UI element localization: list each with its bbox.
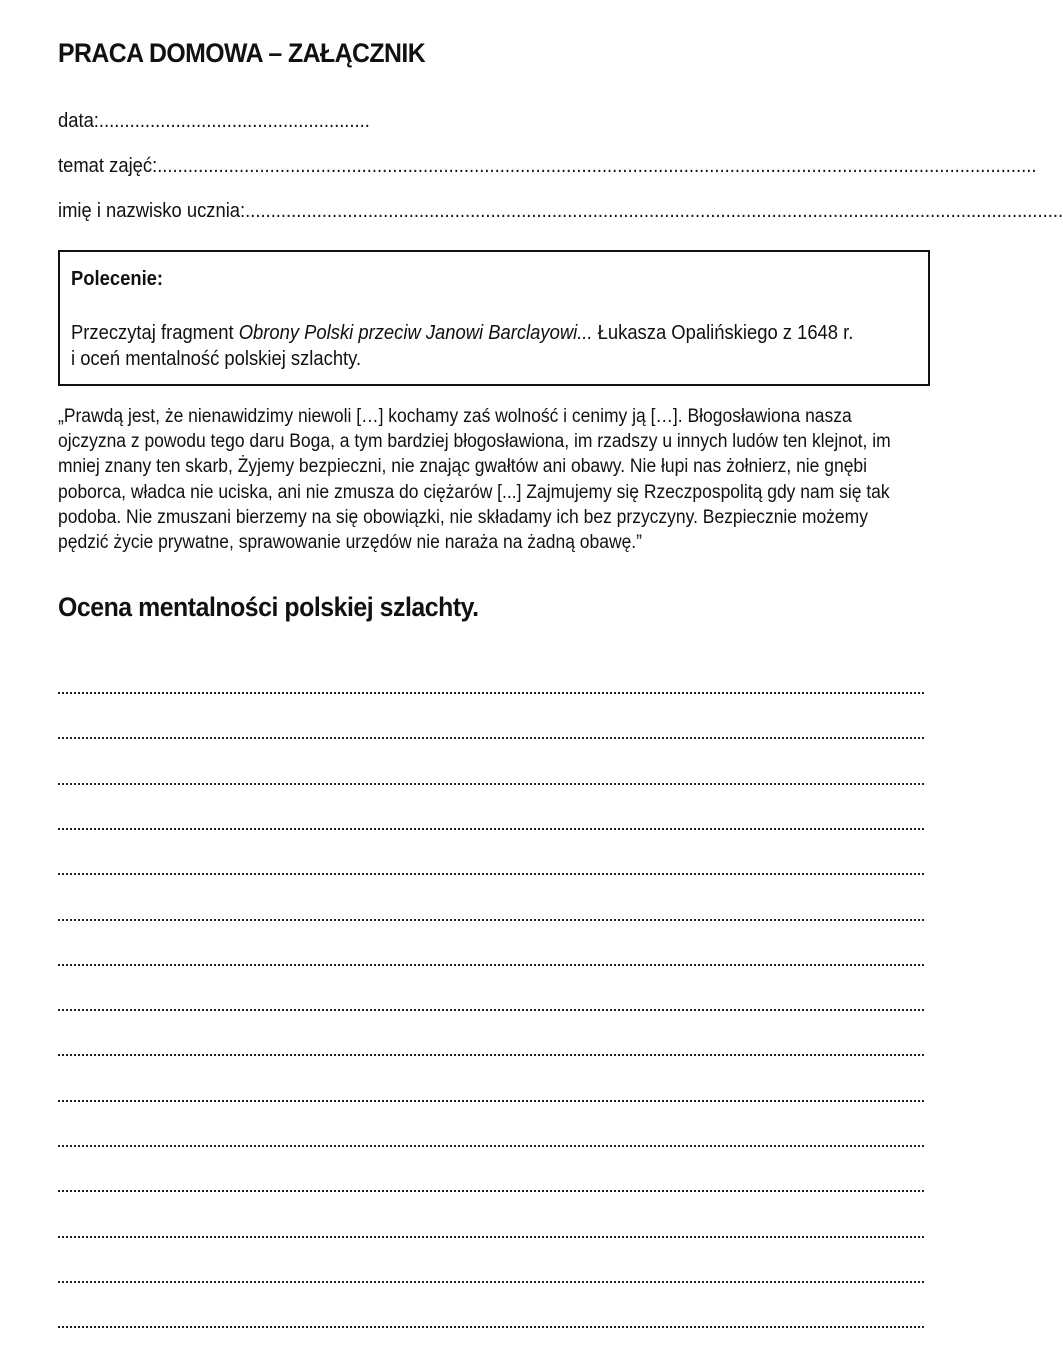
- answer-line[interactable]: [58, 1054, 924, 1056]
- task-box: [58, 250, 930, 386]
- answer-line[interactable]: [58, 692, 924, 694]
- task-label: Polecenie:: [71, 268, 164, 290]
- task-text: [71, 320, 899, 372]
- answer-line[interactable]: [58, 873, 924, 875]
- answer-line[interactable]: [58, 1100, 924, 1102]
- answer-line[interactable]: [58, 1009, 924, 1011]
- source-quote: „Prawdą jest, że nienawidzimy niewoli […] kochamy zaś wolność i cenimy ją […]. Błogosławiona nasza ojczyzna z powodu tego daru Boga, a tym bardziej błogosławiona, im rzadszy u innych ludów ten klejnot, im mniej znany ten skarb, Żyjemy bezpieczni, nie znając gwałtów ani obawy. Nie łupi nas żołnierz, nie gnębi poborca, władca nie uciska, ani nie zmusza do ciężarów [...] Zajmujemy się Rzeczpospolitą gdy nam się tak podoba. Nie zmuszani bierzemy na się obowiązki, nie składamy ich bez przyczyny. Bezpiecznie możemy pędzić życie prywatne, sprawowanie urzędów nie naraża na żadną obawę.”: [58, 406, 891, 554]
- answer-heading: Ocena mentalności polskiej szlachty.: [58, 592, 479, 622]
- date-field[interactable]: data:.....................................................: [58, 110, 370, 132]
- task-work-title: Obrony Polski przeciw Janowi Barclayowi...: [238, 322, 593, 344]
- task-text-after: Łukasza Opalińskiego z 1648 r.: [592, 322, 854, 344]
- answer-line[interactable]: [58, 1326, 924, 1328]
- answer-line[interactable]: [58, 919, 924, 921]
- answer-line[interactable]: [58, 1236, 924, 1238]
- topic-field[interactable]: temat zajęć:............................................................................................................................................................................: [58, 155, 1037, 177]
- page-title: PRACA DOMOWA – ZAŁĄCZNIK: [58, 38, 426, 68]
- task-text-before: Przeczytaj fragment: [71, 322, 239, 344]
- task-text-line2: i oceń mentalność polskiej szlachty.: [71, 348, 362, 370]
- student-name-field[interactable]: imię i nazwisko ucznia:................................................................................................................................................................: [58, 200, 1063, 222]
- answer-line[interactable]: [58, 1145, 924, 1147]
- answer-line[interactable]: [58, 964, 924, 966]
- answer-line[interactable]: [58, 737, 924, 739]
- answer-line[interactable]: [58, 783, 924, 785]
- answer-line[interactable]: [58, 1190, 924, 1192]
- answer-line[interactable]: [58, 828, 924, 830]
- answer-line[interactable]: [58, 1281, 924, 1283]
